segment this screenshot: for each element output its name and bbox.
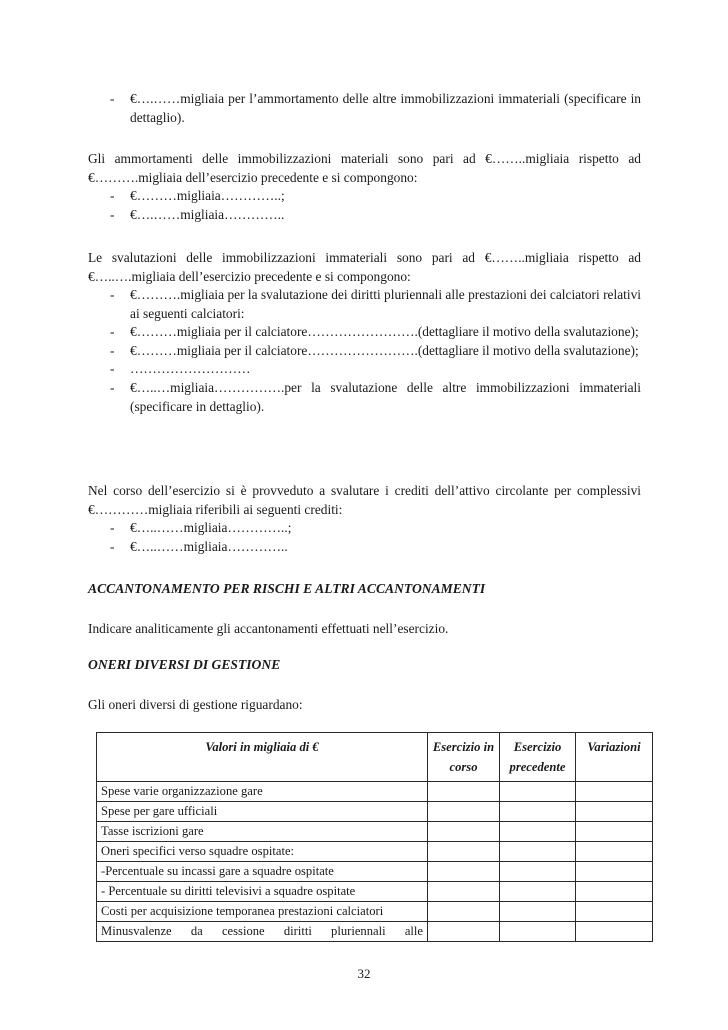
list-bullet: - bbox=[110, 379, 115, 395]
cell-precedente bbox=[500, 882, 576, 902]
row-label: Minusvalenze da cessione diritti pluriennali alle bbox=[97, 922, 428, 942]
table-row bbox=[97, 902, 653, 922]
cell-corso bbox=[428, 782, 500, 802]
cell-precedente bbox=[500, 862, 576, 882]
oneri-table bbox=[96, 732, 653, 942]
page-number: 32 bbox=[357, 966, 371, 981]
list-bullet: - bbox=[110, 206, 115, 222]
cell-corso bbox=[428, 822, 500, 842]
paragraph-ammortamenti-materiali: Gli ammortamenti delle immobilizzazioni materiali sono pari ad €……..migliaia rispetto ad €……….migliaia dell’esercizio precedente e si compongono: bbox=[88, 151, 641, 185]
cell-variazioni bbox=[576, 902, 653, 922]
list-bullet: - bbox=[110, 188, 115, 203]
list-bullet: - bbox=[110, 342, 115, 358]
table-header-row bbox=[97, 733, 653, 782]
cell-variazioni bbox=[576, 842, 653, 862]
list-svalutazioni bbox=[88, 286, 641, 416]
header-esercizio-in-corso: Esercizio in corso bbox=[428, 733, 500, 782]
table-row bbox=[97, 842, 653, 862]
row-label: -Percentuale su incassi gare a squadre ospitate bbox=[97, 862, 428, 882]
list-bullet: - bbox=[110, 538, 115, 554]
list-item bbox=[88, 90, 641, 127]
row-label: Costi per acquisizione temporanea prestazioni calciatori bbox=[97, 902, 428, 922]
list-item-text: €…..……migliaia…………..; bbox=[130, 520, 292, 535]
list-item-text: €….……migliaia………….. bbox=[130, 206, 285, 222]
cell-variazioni bbox=[576, 822, 653, 842]
cell-variazioni bbox=[576, 882, 653, 902]
list-ammortamenti-materiali bbox=[88, 187, 641, 224]
cell-precedente bbox=[500, 802, 576, 822]
section-heading-oneri: ONERI DIVERSI DI GESTIONE bbox=[88, 657, 281, 672]
section-heading-accantonamento: ACCANTONAMENTO PER RISCHI E ALTRI ACCANTONAMENTI bbox=[88, 581, 486, 596]
list-item-text: €………migliaia per il calciatore…………………….(dettagliare il motivo della svalutazione); bbox=[130, 324, 639, 340]
cell-variazioni bbox=[576, 922, 653, 942]
row-label: Spese per gare ufficiali bbox=[97, 802, 428, 822]
header-esercizio-precedente: Esercizio precedente bbox=[500, 733, 576, 782]
list-bullet: - bbox=[110, 361, 115, 377]
cell-precedente bbox=[500, 842, 576, 862]
cell-precedente bbox=[500, 922, 576, 942]
table-row bbox=[97, 802, 653, 822]
paragraph-svalutazione-crediti: Nel corso dell’esercizio si è provveduto a svalutare i crediti dell’attivo circolante per complessivi €…………migliaia riferibili ai seguenti crediti: bbox=[88, 483, 641, 517]
list-item-text: ……………………… bbox=[130, 361, 251, 377]
list-item-text: €………migliaia…………..; bbox=[130, 188, 285, 203]
cell-variazioni bbox=[576, 782, 653, 802]
cell-variazioni bbox=[576, 862, 653, 882]
row-label: Tasse iscrizioni gare bbox=[97, 822, 428, 842]
list-bullet: - bbox=[110, 324, 115, 340]
row-label: - Percentuale su diritti televisivi a squadre ospitate bbox=[97, 882, 428, 902]
row-label: Oneri specifici verso squadre ospitate: bbox=[97, 842, 428, 862]
cell-precedente bbox=[500, 782, 576, 802]
list-item bbox=[88, 323, 641, 342]
list-ammortamenti-immateriali bbox=[88, 90, 641, 127]
list-item bbox=[88, 342, 641, 361]
list-bullet: - bbox=[110, 91, 115, 106]
list-bullet: - bbox=[110, 287, 115, 302]
list-item-text: €……….migliaia per la svalutazione dei diritti pluriennali alle prestazioni dei calciatori relativi ai seguenti calciatori: bbox=[130, 287, 641, 321]
list-item bbox=[88, 538, 641, 557]
cell-corso bbox=[428, 902, 500, 922]
list-item-text: €…..……migliaia………….. bbox=[130, 538, 288, 554]
table-row bbox=[97, 782, 653, 802]
cell-corso bbox=[428, 842, 500, 862]
list-item-text: €………migliaia per il calciatore…………………….(dettagliare il motivo della svalutazione); bbox=[130, 342, 639, 358]
table-row bbox=[97, 862, 653, 882]
table-row bbox=[97, 822, 653, 842]
cell-precedente bbox=[500, 902, 576, 922]
table-row bbox=[97, 922, 653, 942]
list-item bbox=[88, 286, 641, 323]
cell-corso bbox=[428, 922, 500, 942]
list-item bbox=[88, 379, 641, 416]
list-item bbox=[88, 187, 641, 206]
row-label: Spese varie organizzazione gare bbox=[97, 782, 428, 802]
paragraph-svalutazioni: Le svalutazioni delle immobilizzazioni immateriali sono pari ad €……..migliaia rispetto ad €…..….migliaia dell’esercizio precedente e si compongono: bbox=[88, 250, 641, 284]
cell-corso bbox=[428, 882, 500, 902]
cell-corso bbox=[428, 862, 500, 882]
list-item-text: €…..…migliaia…………….per la svalutazione delle altre immobilizzazioni immateriali (specificare in dettaglio). bbox=[130, 379, 641, 414]
table-row bbox=[97, 882, 653, 902]
paragraph-accantonamenti: Indicare analiticamente gli accantonamenti effettuati nell’esercizio. bbox=[88, 621, 449, 636]
cell-corso bbox=[428, 802, 500, 822]
header-values: Valori in migliaia di € bbox=[97, 733, 428, 782]
paragraph-oneri: Gli oneri diversi di gestione riguardano: bbox=[88, 697, 303, 712]
list-bullet: - bbox=[110, 520, 115, 535]
header-variazioni: Variazioni bbox=[576, 733, 653, 782]
list-item bbox=[88, 206, 641, 225]
list-svalutazione-crediti bbox=[88, 519, 641, 556]
list-item bbox=[88, 519, 641, 538]
list-item bbox=[88, 360, 641, 379]
cell-variazioni bbox=[576, 802, 653, 822]
cell-precedente bbox=[500, 822, 576, 842]
list-item-text: €….……migliaia per l’ammortamento delle altre immobilizzazioni immateriali (specificare in dettaglio). bbox=[130, 91, 641, 125]
